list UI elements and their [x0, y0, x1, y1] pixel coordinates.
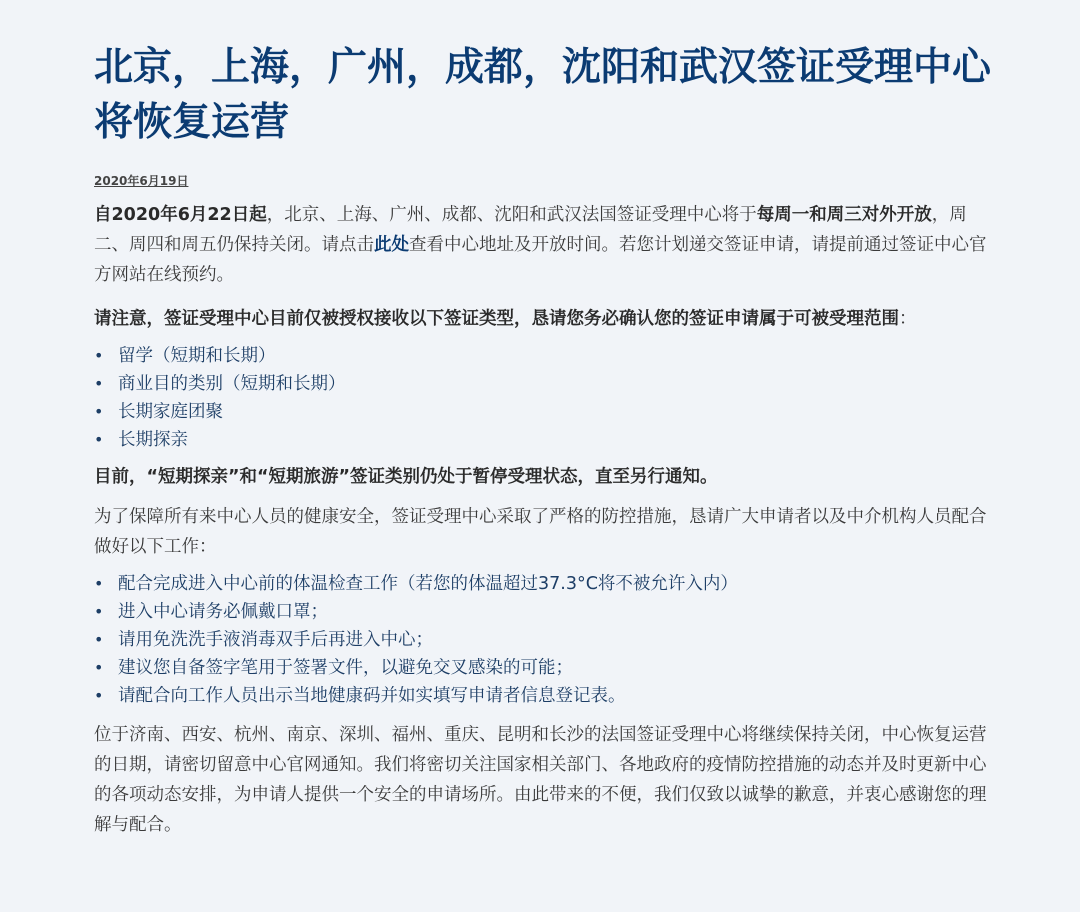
intro-text-1: ，北京、上海、广州、成都、沈阳和武汉法国签证受理中心将于	[266, 205, 757, 225]
list-item	[94, 598, 994, 626]
list-item	[94, 398, 994, 426]
bullet-icon: •	[94, 374, 104, 393]
bullet-icon: •	[94, 346, 104, 365]
suspended-bold: 目前，“短期探亲”和“短期旅游”签证类别仍处于暂停受理状态，直至另行通知。	[94, 467, 718, 487]
list-item-text: 商业目的类别（短期和长期）	[118, 374, 346, 394]
intro-text-2: ，周二、周四和周五仍保持关闭。请点击	[94, 205, 967, 255]
list-item	[94, 682, 994, 710]
list-item-text: 长期家庭团聚	[118, 402, 223, 422]
list-item	[94, 342, 994, 370]
list-item-text: 长期探亲	[118, 430, 188, 450]
bullet-icon: •	[94, 630, 104, 649]
list-item	[94, 570, 994, 598]
list-item	[94, 654, 994, 682]
notice-suffix: ：	[899, 309, 917, 329]
intro-text-3: 查看中心地址及开放时间。若您计划递交签证申请，请提前通过签证中心官方网站在线预约。	[94, 235, 987, 285]
notice-bold: 请注意，签证受理中心目前仅被授权接收以下签证类型，恳请您务必确认您的签证申请属于可被受理范围	[94, 309, 899, 329]
page-title: 北京，上海，广州，成都，沈阳和武汉签证受理中心将恢复运营	[94, 45, 992, 145]
list-item-text: 留学（短期和长期）	[118, 346, 276, 366]
open-days-bold: 每周一和周三对外开放	[756, 205, 932, 225]
bullet-icon: •	[94, 602, 104, 621]
bullet-icon: •	[94, 574, 104, 593]
notice-paragraph	[94, 304, 994, 334]
health-intro-paragraph: 为了保障所有来中心人员的健康安全，签证受理中心采取了严格的防控措施，恳请广大申请者以及中介机构人员配合做好以下工作：	[94, 507, 987, 557]
bullet-icon: •	[94, 658, 104, 677]
health-measures-list	[94, 570, 994, 710]
visa-types-list	[94, 342, 994, 454]
list-item-text: 进入中心请务必佩戴口罩；	[118, 602, 328, 622]
list-item-text: 建议您自备签字笔用于签署文件，以避免交叉感染的可能；	[118, 658, 573, 678]
here-link[interactable]: 此处	[374, 235, 409, 255]
list-item-text: 请用免洗洗手液消毒双手后再进入中心；	[118, 630, 433, 650]
bullet-icon: •	[94, 430, 104, 449]
list-item	[94, 626, 994, 654]
list-item-text: 配合完成进入中心前的体温检查工作（若您的体温超过37.3°C将不被允许入内）	[118, 574, 738, 594]
closing-paragraph: 位于济南、西安、杭州、南京、深圳、福州、重庆、昆明和长沙的法国签证受理中心将继续保持关闭，中心恢复运营的日期，请密切留意中心官网通知。我们将密切关注国家相关部门、各地政府的疫情防控措施的动态并及时更新中心的各项动态安排，为申请人提供一个安全的申请场所。由此带来的不便，我们仅致以诚挚的歉意，并衷心感谢您的理解与配合。	[94, 725, 987, 835]
bullet-icon: •	[94, 402, 104, 421]
intro-paragraph	[94, 200, 994, 290]
list-item	[94, 426, 994, 454]
bullet-icon: •	[94, 686, 104, 705]
suspended-paragraph	[94, 462, 994, 492]
start-date-bold: 自2020年6月22日起	[94, 205, 267, 225]
list-item	[94, 370, 994, 398]
article	[94, 40, 994, 840]
publish-date: 2020年6月19日	[94, 174, 189, 188]
list-item-text: 请配合向工作人员出示当地健康码并如实填写申请者信息登记表。	[118, 686, 626, 706]
